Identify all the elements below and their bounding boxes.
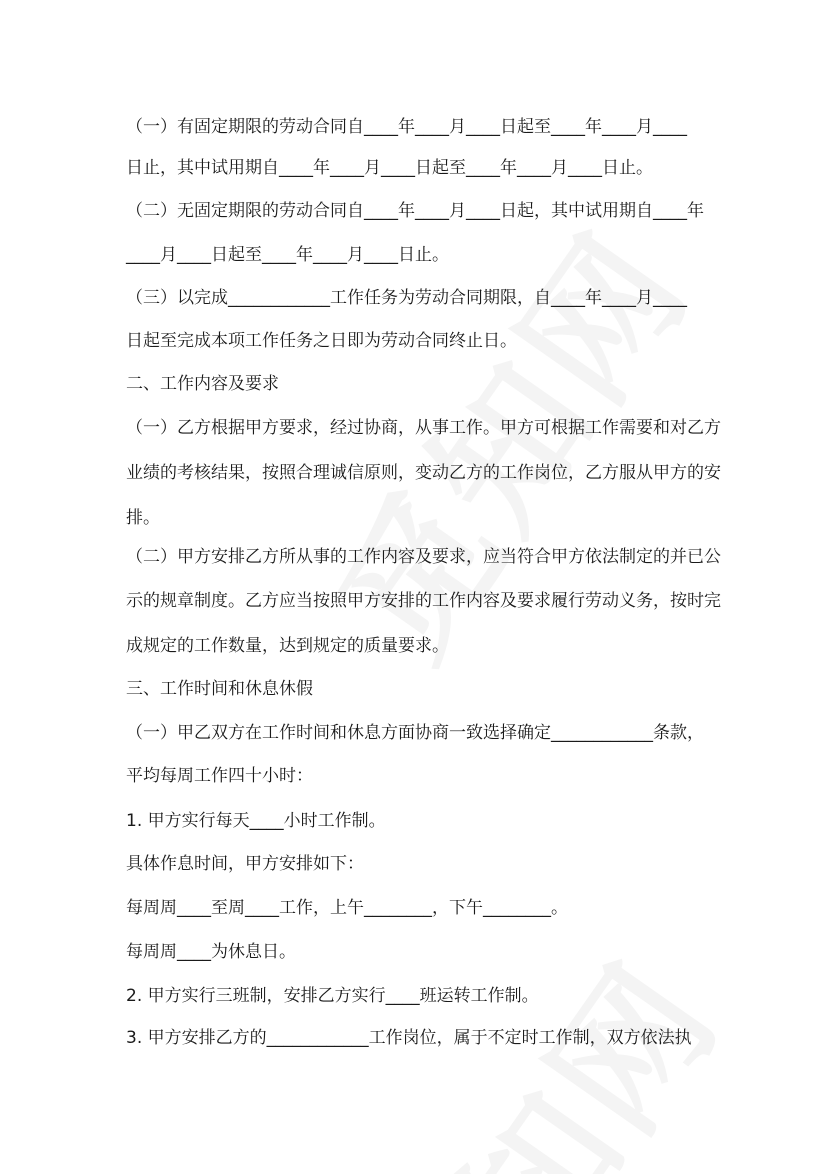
text-line: 日止，其中试用期自____年____月____日起至____年____月____日止。: [126, 158, 653, 178]
text-line: （一）甲乙双方在工作时间和休息方面协商一致选择确定____________条款，: [126, 723, 704, 743]
text-line: 每周周____至周____工作，上午________，下午________。: [126, 898, 568, 918]
text-line: 1. 甲方实行每天____小时工作制。: [126, 811, 386, 831]
text-line: 日起至完成本项工作任务之日即为劳动合同终止日。: [126, 331, 517, 351]
text-line: （三）以完成____________工作任务为劳动合同期限，自____年____月____: [126, 288, 687, 308]
text-line: 成规定的工作数量，达到规定的质量要求。: [126, 636, 449, 656]
text-line: 排。: [126, 508, 160, 528]
text-line: ____月____日起至____年____月____日止。: [126, 245, 449, 265]
text-line: 示的规章制度。乙方应当按照甲方安排的工作内容及要求履行劳动义务，按时完: [126, 591, 721, 611]
text-line: 具体作息时间，甲方安排如下：: [126, 854, 364, 874]
text-line: （二）甲方安排乙方所从事的工作内容及要求，应当符合甲方依法制定的并已公: [126, 547, 721, 567]
text-line: 平均每周工作四十小时：: [126, 766, 313, 786]
text-line: （一）有固定期限的劳动合同自____年____月____日起至____年____月____: [126, 117, 687, 137]
text-line: 3. 甲方安排乙方的____________工作岗位，属于不定时工作制，双方依法执: [126, 1028, 692, 1048]
text-line: 2. 甲方实行三班制，安排乙方实行____班运转工作制。: [126, 986, 539, 1006]
text-line: 每周周____为休息日。: [126, 942, 296, 962]
text-line: （一）乙方根据甲方要求，经过协商，从事工作。甲方可根据工作需要和对乙方: [126, 418, 721, 438]
text-line: （二）无固定期限的劳动合同自____年____月____日起，其中试用期自____年: [126, 201, 704, 221]
text-line: 业绩的考核结果，按照合理诚信原则，变动乙方的工作岗位，乙方服从甲方的安: [126, 463, 721, 483]
section-heading: 二、工作内容及要求: [126, 374, 279, 394]
section-heading: 三、工作时间和休息休假: [126, 679, 313, 699]
